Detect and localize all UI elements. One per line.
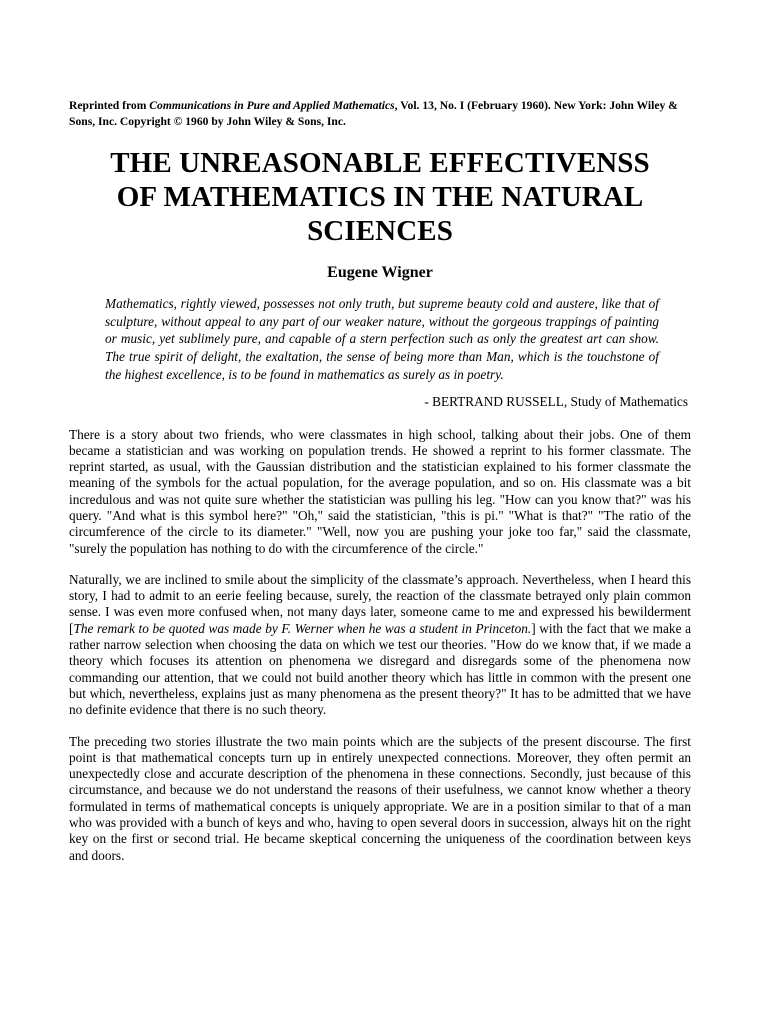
body-paragraph-3: The preceding two stories illustrate the two main points which are the subjects of the present discourse. The first point is that mathematical concepts turn up in entirely unexpected connections. Moreover, they often permit an unexpectedly close and accurate description of the phenomena in these connections. Secondly, just because of this circumstance, and because we do not understand the reasons of their usefulness, we cannot know whether a theory formulated in terms of mathematical concepts is uniquely appropriate. We are in a position similar to that of a man who was provided with a bunch of keys and who, having to open several doors in succession, always hit on the right key on the first or second trial. He became skeptical concerning the uniqueness of the coordination between keys and doors. <box>69 733 691 863</box>
body-paragraph-2 <box>69 572 691 719</box>
paragraph-2-note: The remark to be quoted was made by F. Werner when he was a student in Princeton. <box>73 620 532 636</box>
reprint-notice <box>69 98 691 130</box>
body-paragraph-1: There is a story about two friends, who were classmates in high school, talking about their jobs. One of them became a statistician and was working on population trends. He showed a reprint to his former classmate. The reprint started, as usual, with the Gaussian distribution and the statistician explained to his former classmate the meaning of the symbols for the actual population, for the average population, and so on. His classmate was a bit incredulous and was not quite sure whether the statistician was pulling his leg. "How can you know that?" was his query. "And what is this symbol here?" "Oh," said the statistician, "this is pi." "What is that?" "The ratio of the circumference of the circle to its diameter." "Well, now you are pushing your joke too far," said the classmate, "surely the population has nothing to do with the circumference of the circle." <box>69 426 691 556</box>
document-page <box>69 98 691 864</box>
title-line-3: SCIENCES <box>307 215 453 247</box>
paragraph-2-start: Naturally, we are inclined to smile about the simplicity of the classmate’s approach. Nevertheless, when I heard this story, I had to admit to an eerie feeling because, surely, the reaction of the classmate betrayed only plain common sense. I was even more confused when, not many days later, someone came to me and expressed his bewilderment [ <box>69 571 691 636</box>
title-line-2: OF MATHEMATICS IN THE NATURAL <box>116 181 644 213</box>
author-name: Eugene Wigner <box>327 264 433 281</box>
reprint-prefix: Reprinted from <box>69 99 150 112</box>
title-line-1: THE UNREASONABLE EFFECTIVENSS <box>110 147 650 179</box>
document-title <box>69 146 691 248</box>
epigraph-attribution: - BERTRAND RUSSELL, Study of Mathematics <box>424 393 688 409</box>
reprint-suffix: , Vol. 13, No. I (February 1960). New York: John Wiley & Sons, Inc. Copyright © 1960 by John Wiley & Sons, Inc. <box>69 99 678 128</box>
journal-name: Communications in Pure and Applied Mathematics <box>149 99 395 112</box>
paragraph-2-end: ] with the fact that we make a rather narrow selection when choosing the data on which we test our theories. "How do we know that, if we made a theory which focuses its attention on phenomena we disregard and disregards some of the phenomena now commanding our attention, that we could not build another theory which has little in common with the present one but which, nevertheless, explains just as many phenomena as the present theory?" It has to be admitted that we have no definite evidence that there is no such theory. <box>69 620 691 718</box>
epigraph-quote: Mathematics, rightly viewed, possesses not only truth, but supreme beauty cold and austere, like that of sculpture, without appeal to any part of our weaker nature, without the gorgeous trappings of painting or music, yet sublimely pure, and capable of a stern perfection such as only the greatest art can show. The true spirit of delight, the exaltation, the sense of being more than Man, which is the touchstone of the highest excellence, is to be found in mathematics as surely as in poetry. <box>105 296 659 382</box>
